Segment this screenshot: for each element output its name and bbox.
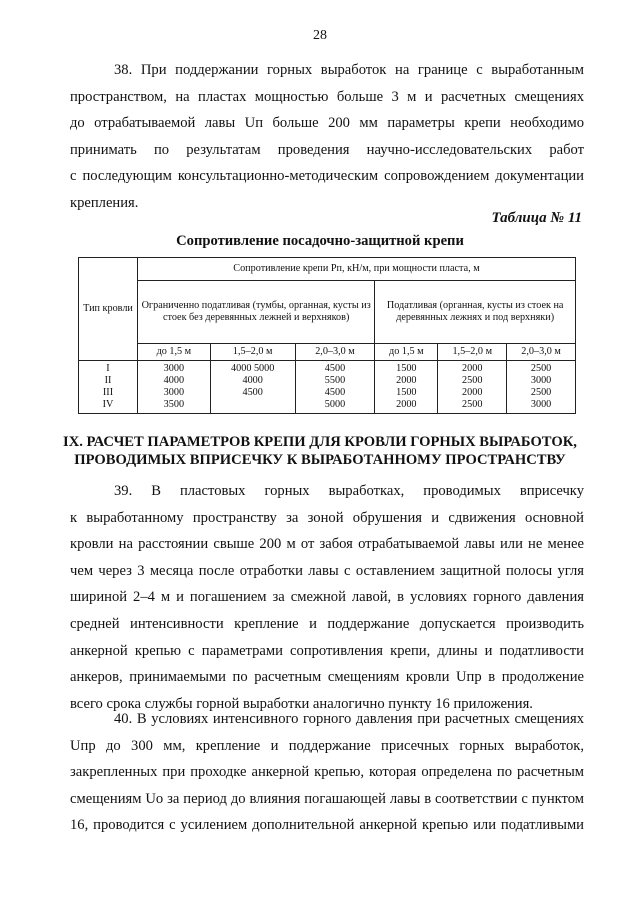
text-line: крепления. bbox=[70, 194, 139, 211]
section-heading bbox=[0, 433, 640, 469]
page-number: 28 bbox=[313, 28, 327, 43]
table-data-row bbox=[79, 361, 576, 414]
roof-type: IV bbox=[102, 399, 114, 410]
value-cell bbox=[210, 361, 295, 414]
text-line: к выработанному пространству за зоной обрушения и сдвижения основной bbox=[70, 509, 584, 526]
value-cell bbox=[295, 361, 375, 414]
table-value bbox=[214, 399, 292, 411]
table-value: 3000 bbox=[530, 399, 552, 410]
table-value: 1500 bbox=[396, 363, 417, 374]
text-line: 40. В условиях интенсивного горного давления при расчетных смещениях bbox=[114, 711, 584, 727]
table-value: 2500 bbox=[462, 399, 483, 410]
table-number: Таблица № 11 bbox=[491, 210, 582, 226]
table-value: 2000 bbox=[396, 375, 417, 386]
text-line: закрепленных при проходке анкерной крепью, которая определена по расчетным bbox=[70, 764, 584, 781]
table-value: 5500 bbox=[324, 375, 346, 386]
paragraph-38 bbox=[70, 57, 584, 217]
header-type: Тип кровли bbox=[79, 258, 138, 361]
text-line: смещениям Uо за период до влияния погашающей лавы в соответствии с пунктом bbox=[70, 790, 584, 807]
value-cell bbox=[507, 361, 576, 414]
table-value: 2000 bbox=[462, 387, 483, 398]
text-line: 38. При поддержании горных выработок на границе с выработанным bbox=[114, 62, 584, 78]
text-line: средней интенсивности крепление и поддержание допускается производить bbox=[70, 615, 584, 632]
table-value: 4000 5000 bbox=[231, 363, 275, 374]
paragraph-40 bbox=[70, 706, 584, 839]
text-line: принимать по результатам проведения научно-исследовательских работ bbox=[70, 141, 584, 158]
col-header: 1,5–2,0 м bbox=[210, 344, 295, 361]
text-line: чем через 3 месяца после отработки лавы с оставлением защитной полосы угля bbox=[70, 562, 584, 579]
text-line: с последующим консультационно-методическим сопровождением документации bbox=[70, 168, 584, 185]
roof-type: I bbox=[106, 363, 110, 374]
roof-type-cell bbox=[79, 361, 138, 414]
table-title: Сопротивление посадочно-защитной крепи bbox=[176, 233, 464, 249]
section-heading-line: ПРОВОДИМЫХ ВПРИСЕЧКУ К ВЫРАБОТАННОМУ ПРОСТРАНСТВУ bbox=[74, 452, 566, 468]
section-heading-line: IX. РАСЧЕТ ПАРАМЕТРОВ КРЕПИ ДЛЯ КРОВЛИ ГОРНЫХ ВЫРАБОТОК, bbox=[63, 434, 577, 450]
table-value: 4000 bbox=[242, 375, 263, 386]
table-value: 5000 bbox=[324, 399, 346, 410]
table-value: 4500 bbox=[242, 387, 263, 398]
table-value: 2500 bbox=[530, 363, 552, 374]
table-value: 2500 bbox=[530, 387, 552, 398]
text-line: пространством, на пластах мощностью больше 3 м и расчетных смещениях bbox=[70, 88, 584, 105]
col-header: до 1,5 м bbox=[375, 344, 438, 361]
text-line: анкерной крепью с параметрами сопротивления крепи, длины и податливости bbox=[70, 642, 584, 659]
text-line: 39. В пластовых горных выработках, проводимых вприсечку bbox=[114, 483, 584, 499]
table-value: 3000 bbox=[163, 387, 185, 398]
roof-type: III bbox=[102, 387, 114, 398]
text-line: кровли на расстоянии свыше 200 м от забоя отрабатываемой лавы или не менее bbox=[70, 536, 584, 553]
value-cell bbox=[438, 361, 507, 414]
text-line: 16, проводится с усилением дополнительной анкерной крепью или податливыми bbox=[70, 817, 584, 834]
table-value: 4500 bbox=[324, 387, 346, 398]
header-group-yielding: Податливая (органная, кусты из стоек на деревянных лежнях и под верхняки) bbox=[375, 281, 576, 344]
col-header: 2,0–3,0 м bbox=[295, 344, 375, 361]
text-line: до отрабатываемой лавы Uп больше 200 мм параметры крепи необходимо bbox=[70, 115, 584, 132]
text-line: шириной 2–4 м и погашением за смежной лавой, в условиях горного давления bbox=[70, 589, 584, 606]
value-cell bbox=[375, 361, 438, 414]
table-value: 2500 bbox=[462, 375, 483, 386]
col-header: 2,0–3,0 м bbox=[507, 344, 576, 361]
text-line: Uпр до 300 мм, крепление и поддержание присечных горных выработок, bbox=[70, 737, 584, 754]
table-subheader-row bbox=[79, 344, 576, 361]
table-header-row bbox=[79, 258, 576, 281]
text-line: всего срока службы горной выработки аналогично пункту 16 приложения. bbox=[70, 695, 533, 712]
support-resistance-table bbox=[78, 257, 576, 414]
paragraph-39 bbox=[70, 478, 584, 717]
table-value: 2000 bbox=[396, 399, 417, 410]
col-header: 1,5–2,0 м bbox=[438, 344, 507, 361]
roof-type: II bbox=[104, 375, 112, 386]
value-cell bbox=[138, 361, 211, 414]
table-value: 4000 bbox=[163, 375, 185, 386]
table-value: 1500 bbox=[396, 387, 417, 398]
header-group-limited: Ограниченно податливая (тумбы, органная, кусты из стоек без деревянных лежней и верхняков) bbox=[138, 281, 375, 344]
header-resistance: Сопротивление крепи Pп, кН/м, при мощности пласта, м bbox=[138, 258, 576, 281]
table-value: 3000 bbox=[163, 363, 185, 374]
table-value: 4500 bbox=[324, 363, 346, 374]
table-value: 3000 bbox=[530, 375, 552, 386]
table-value: 2000 bbox=[462, 363, 483, 374]
table-group-row bbox=[79, 281, 576, 344]
text-line: анкеров, принимаемыми по расчетным смещениям кровли Uпр в продолжение bbox=[70, 669, 584, 686]
col-header: до 1,5 м bbox=[138, 344, 211, 361]
table-value: 3500 bbox=[163, 399, 185, 410]
